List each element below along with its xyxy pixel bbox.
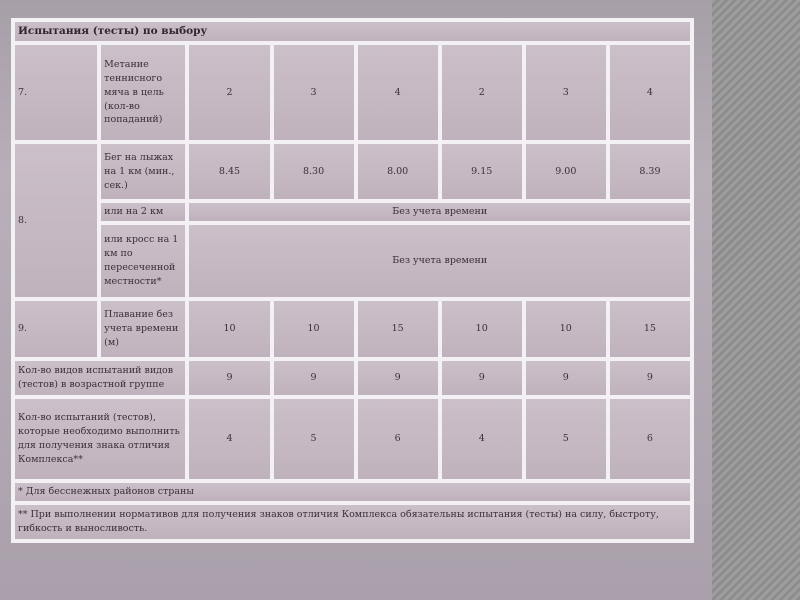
decorative-sidebar [712,0,800,600]
value-cell: 4 [358,45,438,140]
row-number: 9. [15,301,97,357]
value-cell: 9 [274,361,354,395]
value-cell: 9 [442,361,522,395]
value-cell: 15 [610,301,690,357]
footnote-1: * Для бесснежных районов страны [15,483,690,501]
value-cell: 15 [358,301,438,357]
table-row [15,203,690,221]
test-name: или на 2 км [101,203,185,221]
row-label: Кол-во испытаний (тестов), которые необходимо выполнить для получения знака отличия Комплекса** [15,399,185,479]
table-row [15,45,690,140]
value-cell: 6 [358,399,438,479]
value-cell: 9.00 [526,144,606,199]
test-name: или кросс на 1 км по пересеченной местности* [101,225,185,297]
merged-value-cell: Без учета времени [189,225,690,297]
row-label: Кол-во видов испытаний видов (тестов) в возрастной группе [15,361,185,395]
note-row [15,483,690,501]
table-row [15,225,690,297]
test-name: Метание теннисного мяча в цель (кол-во попаданий) [101,45,185,140]
tests-table [11,18,694,543]
row-number: 7. [15,45,97,140]
merged-value-cell: Без учета времени [189,203,690,221]
note-row [15,505,690,539]
table-row [15,144,690,199]
value-cell: 4 [610,45,690,140]
value-cell: 8.00 [358,144,438,199]
value-cell: 8.30 [274,144,354,199]
table-row [15,361,690,395]
table-row [15,301,690,357]
value-cell: 9 [358,361,438,395]
value-cell: 10 [189,301,269,357]
row-number: 8. [15,144,97,297]
table-header: Испытания (тесты) по выбору [15,22,690,41]
value-cell: 8.45 [189,144,269,199]
value-cell: 9 [526,361,606,395]
value-cell: 8.39 [610,144,690,199]
value-cell: 5 [274,399,354,479]
value-cell: 10 [274,301,354,357]
value-cell: 9 [610,361,690,395]
table-row [15,399,690,479]
value-cell: 3 [526,45,606,140]
value-cell: 5 [526,399,606,479]
value-cell: 10 [526,301,606,357]
value-cell: 4 [189,399,269,479]
test-name: Бег на лыжах на 1 км (мин., сек.) [101,144,185,199]
value-cell: 9.15 [442,144,522,199]
value-cell: 2 [189,45,269,140]
table-header-row [15,22,690,41]
value-cell: 6 [610,399,690,479]
footnote-2: ** При выполнении нормативов для получения знаков отличия Комплекса обязательны испытания (тесты) на силу, быстроту, гибкость и выносливость. [15,505,690,539]
value-cell: 4 [442,399,522,479]
value-cell: 9 [189,361,269,395]
test-name: Плавание без учета времени (м) [101,301,185,357]
value-cell: 3 [274,45,354,140]
value-cell: 10 [442,301,522,357]
value-cell: 2 [442,45,522,140]
